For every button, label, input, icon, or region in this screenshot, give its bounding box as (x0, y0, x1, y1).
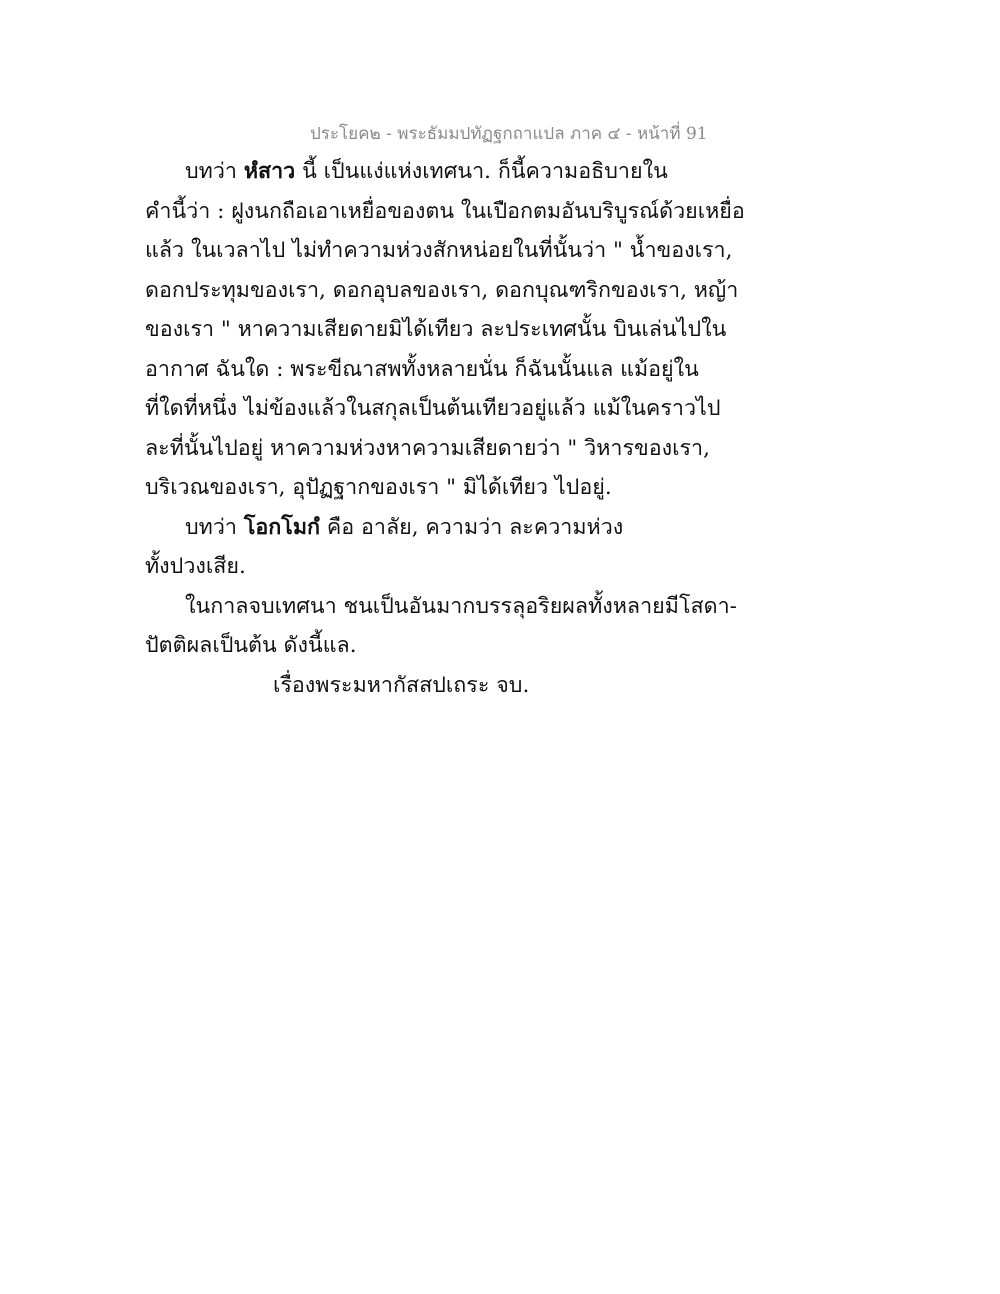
text-run: บทว่า (185, 514, 244, 540)
bold-term-hamsava: หํสาว (243, 159, 296, 184)
paragraph-1-line-7: ที่ใดที่หนึ่ง ไม่ข้องแล้วในสกุลเป็นต้นเทียวอยู่แล้ว แม้ในคราวไป (145, 396, 721, 421)
text-run: บทว่า (185, 159, 244, 184)
paragraph-1-line-4: ดอกประทุมของเรา, ดอกอุบลของเรา, ดอกบุณฑริกของเรา, หญ้า (145, 277, 739, 303)
paragraph-1-line-5: ของเรา " หาความเสียดายมิได้เทียว ละประเทศนั้น บินเล่นไปใน (145, 317, 727, 342)
paragraph-3-line-2: ปัตติผลเป็นต้น ดังนี้แล. (145, 633, 357, 658)
page-body (145, 152, 745, 705)
paragraph-1-line-9: บริเวณของเรา, อุปัฏฐากของเรา " มิได้เทียว ไปอยู่. (145, 475, 612, 500)
running-title: ประโยค๒ - พระธัมมปทัฏฐกถาแปล ภาค ๔ - หน้าที่ 91 (310, 124, 708, 144)
paragraph-2-line-2: ทั้งปวงเสีย. (145, 554, 246, 579)
paragraph-3-line-1: ในกาลจบเทศนา ชนเป็นอันมากบรรลุอริยผลทั้งหลายมีโสดา- (185, 593, 737, 619)
story-closing: เรื่องพระมหากัสสปเถระ จบ. (273, 672, 530, 698)
paragraph-2-line-1 (145, 508, 685, 548)
text-run: คือ อาลัย, ความว่า ละความห่วง (320, 514, 624, 540)
paragraph-1-line-3: แล้ว ในเวลาไป ไม่ทำความห่วงสักหน่อยในที่นั้นว่า " น้ำของเรา, (145, 238, 733, 263)
paragraph-1-line-2: คำนี้ว่า : ฝูงนกถือเอาเหยื่อของตน ในเปือกตมอันบริบูรณ์ด้วยเหยื่อ (145, 198, 745, 224)
bold-term-okamokam: โอกโมกํ (243, 514, 321, 540)
paragraph-1-line-1 (145, 152, 685, 192)
paragraph-1-line-8: ละที่นั้นไปอยู่ หาความห่วงหาความเสียดายว่า " วิหารของเรา, (145, 435, 710, 461)
text-run: นี้ เป็นแง่แห่งเทศนา. ก็นี้ความอธิบายใน (295, 159, 668, 184)
paragraph-1-line-6: อากาศ ฉันใด : พระขีณาสพทั้งหลายนั่น ก็ฉันนั้นแล แม้อยู่ใน (145, 356, 699, 382)
